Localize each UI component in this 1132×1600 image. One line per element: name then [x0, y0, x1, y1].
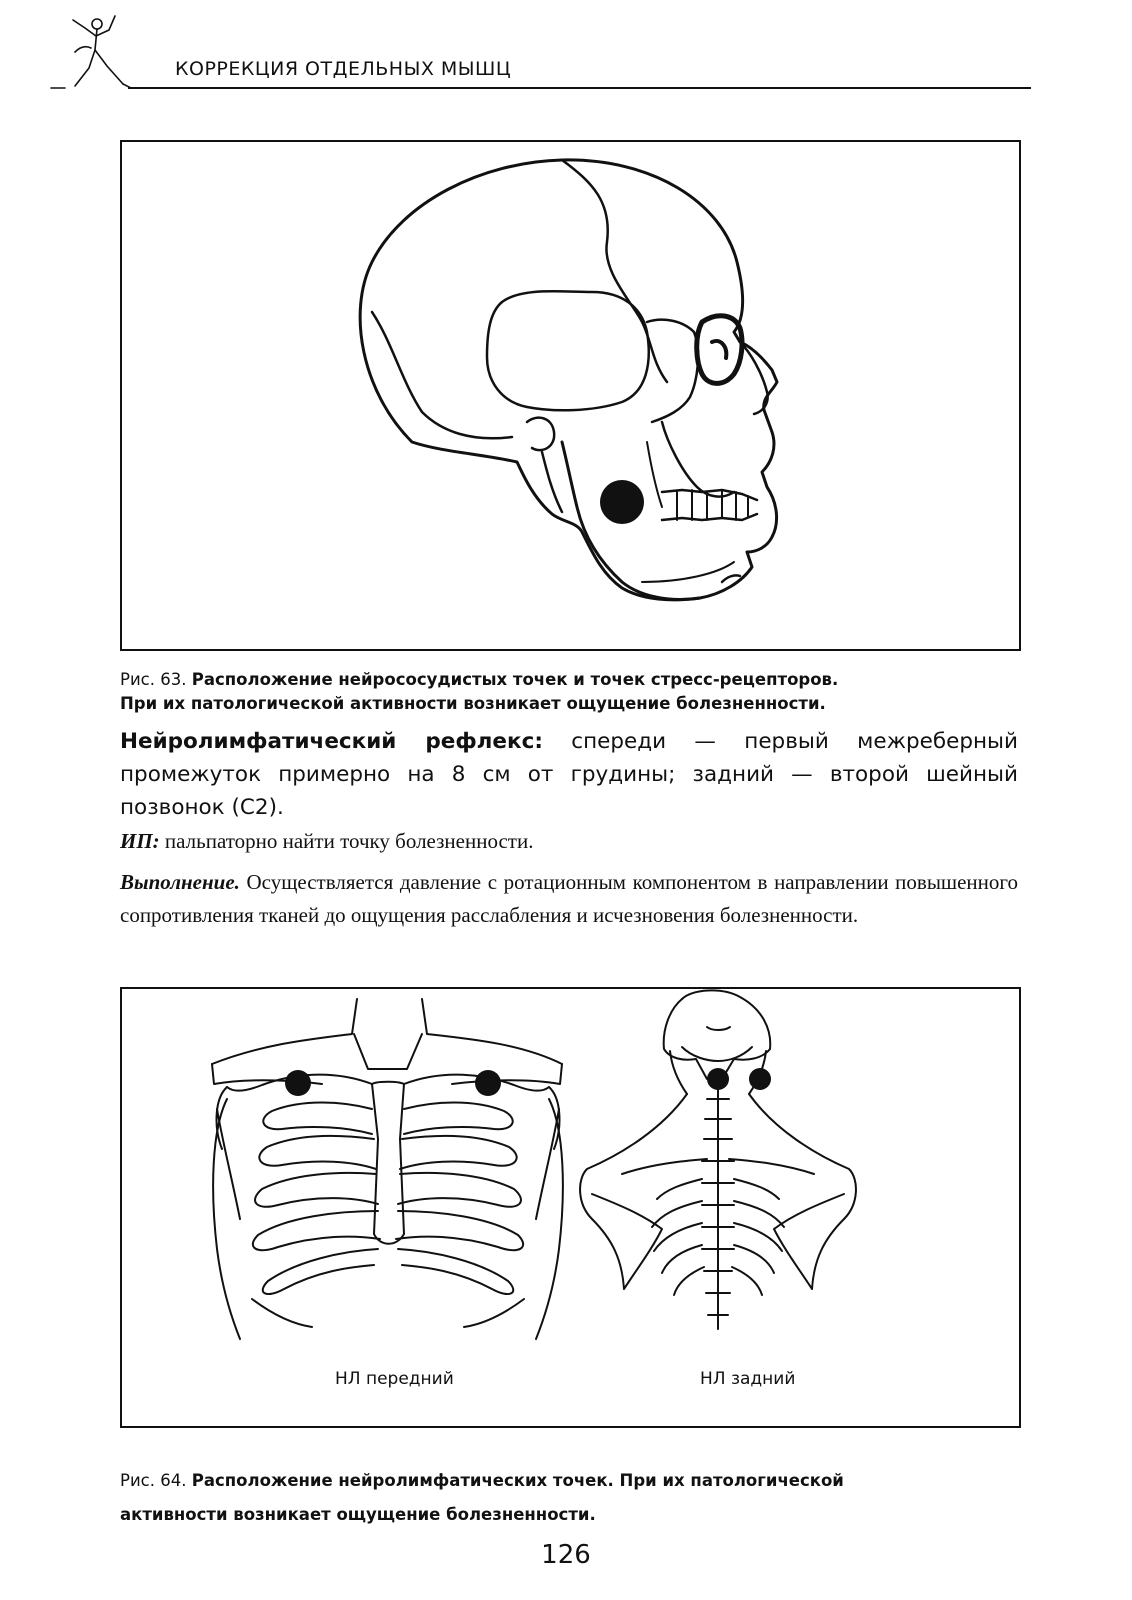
figure-64-torso [120, 987, 1021, 1428]
label-nl-front: НЛ передний [335, 1369, 454, 1389]
reflex-label: Нейролимфатический рефлекс: [120, 729, 543, 754]
figure-64-caption [120, 1464, 1020, 1532]
page-number: 126 [541, 1540, 591, 1570]
nl-front-point-right [475, 1070, 501, 1096]
neurolymphatic-reflex-paragraph [120, 725, 1018, 824]
figure-63-skull [120, 140, 1021, 651]
nl-back-point-right [749, 1068, 771, 1090]
ip-paragraph [120, 825, 1018, 858]
figure-63-caption-prefix: Рис. 63. [120, 670, 187, 689]
stress-receptor-point [600, 480, 644, 524]
figure-64-caption-prefix: Рис. 64. [120, 1471, 187, 1490]
execution-text: Осуществляется давление с ротационным компонентом в направлении повышенного сопротивления тканей до ощущения расслабления и исчезновения болезненности. [120, 870, 1018, 927]
execution-paragraph [120, 866, 1018, 932]
figure-64-caption-line1: Расположение нейролимфатических точек. При их патологической [191, 1471, 844, 1490]
header-rule [128, 87, 1031, 89]
nl-front-point-left [285, 1070, 311, 1096]
execution-label: Выполнение. [120, 870, 240, 894]
running-header: КОРРЕКЦИЯ ОТДЕЛЬНЫХ МЫШЦ [175, 58, 512, 80]
skull-illustration [122, 142, 1019, 649]
dancer-logo [45, 8, 135, 96]
figure-63-caption [120, 668, 1020, 716]
nl-back-point-left [707, 1068, 729, 1090]
figure-63-caption-line1: Расположение нейрососудистых точек и точек стресс-рецепторов. [191, 670, 839, 689]
reflex-text: спереди — первый межреберный промежуток примерно на 8 см от грудины; задний — второй шейный позвонок (С2). [120, 729, 1018, 820]
ip-label: ИП: [120, 829, 160, 853]
figure-64-caption-line2: активности возникает ощущение болезненности. [120, 1505, 596, 1524]
figure-63-caption-line2: При их патологической активности возникает ощущение болезненности. [120, 694, 826, 713]
ip-text: пальпаторно найти точку болезненности. [159, 829, 534, 853]
torso-illustrations [122, 989, 1019, 1426]
label-nl-back: НЛ задний [700, 1369, 796, 1389]
